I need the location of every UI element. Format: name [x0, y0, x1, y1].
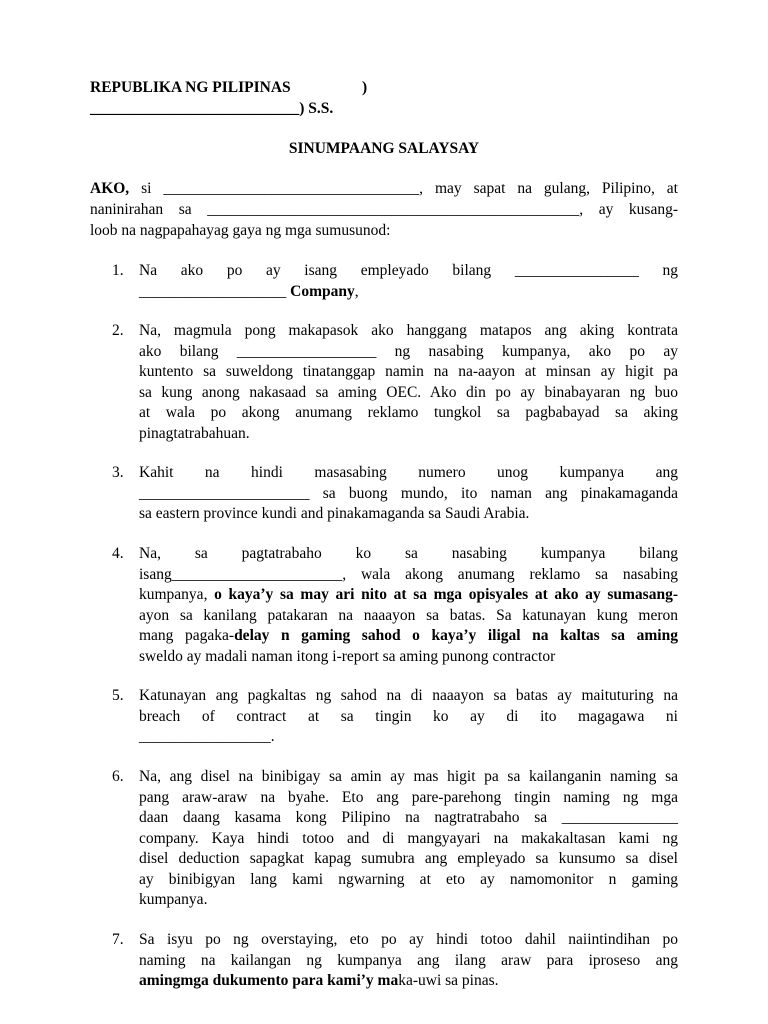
item-number: 6. [112, 768, 124, 785]
item-line: at wala po akong anumang reklamo tungkol sa pagbabayad sa aking [139, 404, 678, 421]
intro-ako: AKO, [90, 180, 130, 197]
item-text: mang pagaka- [139, 627, 235, 644]
list-item-4 [112, 544, 678, 667]
intro-paragraph [90, 178, 678, 241]
item-body [139, 261, 678, 302]
item-body [139, 767, 678, 911]
item-body [139, 321, 678, 444]
item-line: ako bilang __________________ ng nasabing kumpanya, ako po ay [139, 342, 678, 360]
item-line: isang______________________, wala akong anumang reklamo sa nasabing [139, 565, 678, 583]
item-line: ay binibigyan lang kami ngwarning at eto ay namomonitor n gaming [139, 870, 678, 888]
item-body [139, 544, 678, 667]
list-item-6 [112, 767, 678, 911]
intro-line-3: loob na nagpapahayag gaya ng mga sumusunod: [90, 222, 391, 239]
item-line: Sa isyu po ng overstaying, eto po ay hindi totoo dahil naiintindihan po [139, 931, 678, 948]
item-line: kuntento sa suweldong tinatanggap namin na na-aayon at minsan ay higit pa [139, 363, 678, 380]
item-line: sa kung anong nakasaad sa aming OEC. Ako din po ay binabayaran ng buo [139, 383, 678, 401]
item-line [139, 282, 678, 303]
list-item-3 [112, 463, 678, 525]
item-line: pang araw-araw na byahe. Eto ang pare-parehong tingin naming ng mga [139, 788, 678, 806]
item-line: Na, ang disel na binibigay sa amin ay mas higit pa sa kailanganin naming sa [139, 768, 678, 785]
header-ss-line: ___________________________) S.S. [90, 100, 334, 117]
item-bold-text: o kaya’y sa may ari nito at sa mga opisyales at ako ay sumasang- [214, 586, 678, 603]
item-number: 1. [112, 262, 124, 279]
item-line: Na ako po ay isang empleyado bilang ________________ ng [139, 262, 678, 279]
item-line: sweldo ay madali naman itong i-report sa aming punong contractor [139, 647, 556, 665]
item-line: naming na kailangan ng kumpanya ang ilang araw para iproseso ang [139, 951, 678, 969]
item-line [139, 971, 678, 992]
item-line: _________________. [139, 728, 275, 745]
item-bold-text: amingmga dukumento para kami’y ma [139, 972, 399, 989]
intro-line-1-rest: si _________________________________, may sapat na gulang, Pilipino, at [129, 180, 678, 197]
comma: , [354, 282, 359, 300]
item-body [139, 686, 678, 748]
item-line: kumpanya. [139, 891, 208, 908]
item-line: disel deduction sapagkat kapag sumubra ang empleyado sa kunsumo sa disel [139, 850, 678, 867]
header-republic [90, 79, 368, 97]
list-item-1 [112, 261, 678, 302]
item-number: 3. [112, 464, 124, 481]
item-line: ayon sa kanilang patakaran na naaayon sa batas. Sa katunayan kung meron [139, 606, 678, 624]
company-blank: ___________________ [139, 282, 291, 300]
document-title: SINUMPAANG SALAYSAY [288, 140, 480, 157]
item-line: company. Kaya hindi totoo and di mangyayari na makakaltasan kami ng [139, 829, 678, 847]
item-line: Kahit na hindi masasabing numero unog kumpanya ang [139, 464, 678, 481]
item-line: daan daang kasama kong Pilipino na nagtratrabaho sa _______________ [139, 809, 678, 826]
item-number: 2. [112, 322, 124, 339]
item-number: 5. [112, 687, 124, 704]
item-body [139, 463, 678, 525]
item-number: 4. [112, 545, 124, 562]
item-bold-text: delay n gaming sahod o kaya’y iligal na kaltas sa aming [234, 627, 678, 644]
intro-line-2: naninirahan sa ________________________________________________, ay kusang- [90, 201, 678, 218]
header-paren: ) [362, 79, 368, 96]
list-item-7 [112, 930, 678, 992]
item-line: Na, magmula pong makapasok ako hanggang matapos ang aking kontrata [139, 322, 678, 339]
item-line: ______________________ sa buong mundo, ito naman ang pinakamaganda [139, 484, 678, 502]
company-label: Company [290, 282, 355, 300]
item-line: sa eastern province kundi and pinakamaganda sa Saudi Arabia. [139, 505, 530, 522]
item-line: Katunayan ang pagkaltas ng sahod na di naaayon sa batas ay maituturing na [139, 687, 678, 704]
item-line [139, 626, 678, 647]
list-item-5 [112, 686, 678, 748]
item-number: 7. [112, 931, 124, 948]
list-item-2 [112, 321, 678, 444]
item-line [139, 585, 678, 606]
header-republic-text: REPUBLIKA NG PILIPINAS [90, 79, 291, 96]
item-line: breach of contract at sa tingin ko ay di ito magagawa ni [139, 707, 678, 725]
item-line: pinagtatrabahuan. [139, 424, 250, 442]
intro-line [90, 178, 678, 199]
item-line: Na, sa pagtatrabaho ko sa nasabing kumpanya bilang [139, 545, 678, 562]
item-text: ka-uwi sa pinas. [398, 972, 499, 989]
item-body [139, 930, 678, 992]
item-text: kumpanya, [139, 586, 215, 603]
